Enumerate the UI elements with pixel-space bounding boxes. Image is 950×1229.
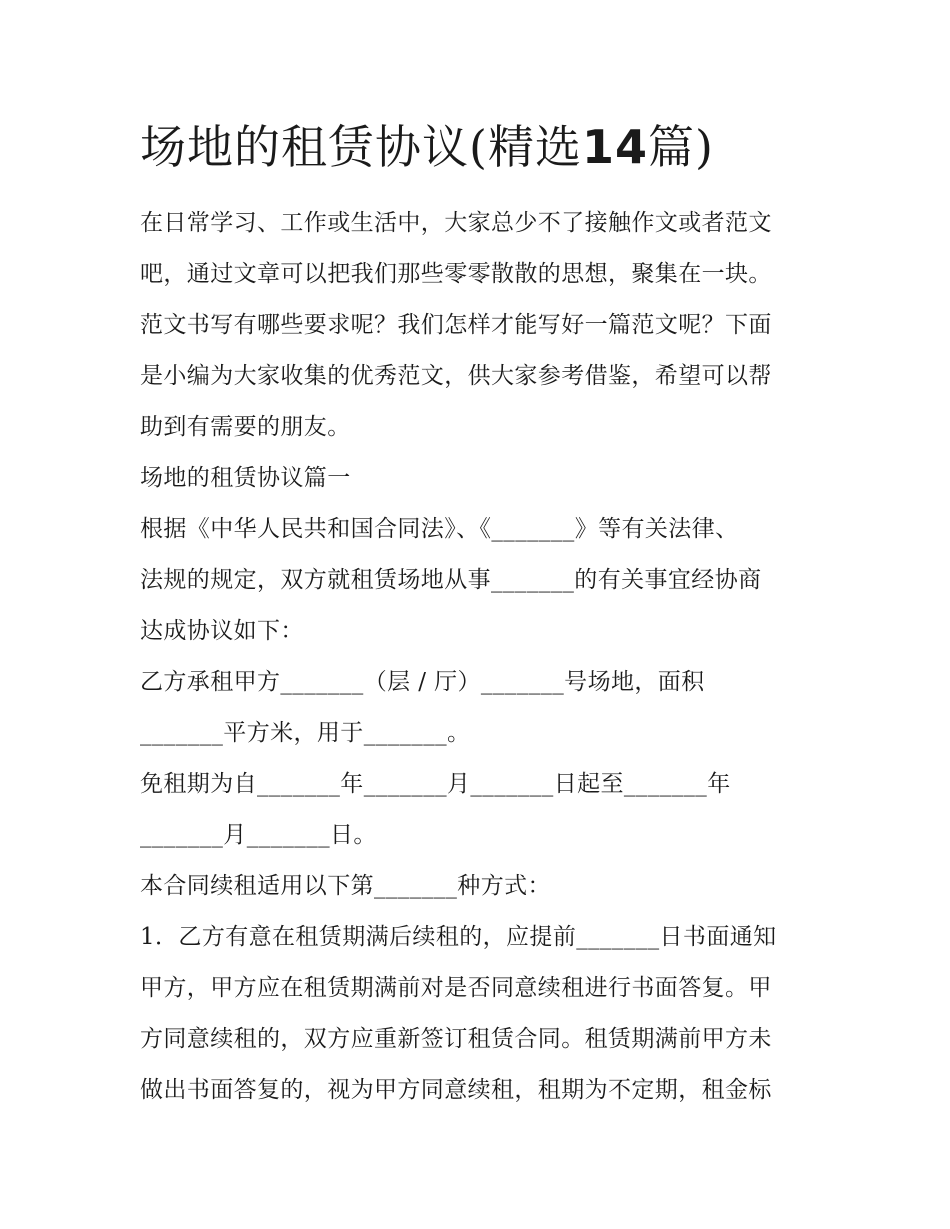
clause-line-10: 甲方，甲方应在租赁期满前对是否同意续租进行书面答复。甲 [140,975,772,1001]
clause-line-5: _______平方米，用于_______。 [140,720,471,746]
clause-line-2: 法规的规定，双方就租赁场地从事_______的有关事宜经协商 [140,567,762,593]
clause-line-7: _______月_______日。 [140,822,377,848]
clause-line-3: 达成协议如下： [140,618,304,644]
intro-line-4: 是小编为大家收集的优秀范文，供大家参考借鉴，希望可以帮 [140,363,772,389]
section-heading: 场地的租赁协议篇一 [140,465,351,491]
title-suffix: 篇) [647,120,714,174]
intro-line-1: 在日常学习、工作或生活中，大家总少不了接触作文或者范文 [140,210,772,236]
clause-line-9: 1．乙方有意在租赁期满后续租的，应提前_______日书面通知 [140,924,777,950]
intro-line-5: 助到有需要的朋友。 [140,414,351,440]
clause-line-6: 免租期为自_______年_______月_______日起至_______年 [140,771,731,797]
document-title [140,112,714,182]
intro-line-3: 范文书写有哪些要求呢？我们怎样才能写好一篇范文呢？下面 [140,312,772,338]
clause-line-1: 根据《中华人民共和国合同法》、《_______》等有关法律、 [140,516,739,542]
clause-line-12: 做出书面答复的，视为甲方同意续租，租期为不定期，租金标 [140,1077,772,1103]
clause-line-11: 方同意续租的，双方应重新签订租赁合同。租赁期满前甲方未 [140,1026,772,1052]
clause-line-8: 本合同续租适用以下第_______种方式： [140,873,551,899]
title-number: 14 [581,120,648,174]
document-body [140,198,820,1116]
intro-line-2: 吧，通过文章可以把我们那些零零散散的思想，聚集在一块。 [140,261,772,287]
title-prefix: 场地的租赁协议(精选 [140,120,582,174]
clause-line-4: 乙方承租甲方_______（层 / 厅）_______号场地，面积 [140,669,705,695]
